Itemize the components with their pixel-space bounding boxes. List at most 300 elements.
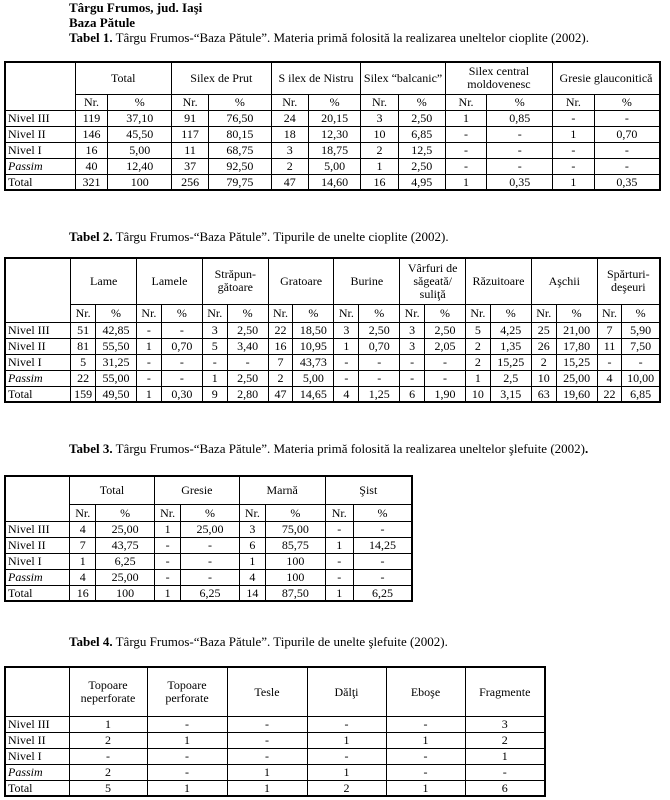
table-cell: 2 — [268, 370, 293, 386]
table-cell: 5 — [71, 354, 96, 370]
table-cell: 24 — [271, 110, 308, 126]
table-cell: 2 — [69, 764, 147, 780]
table-cell: - — [147, 748, 227, 764]
table4-title: Târgu Frumos-“Baza Pătule”. Tipurile de unelte şlefuite (2002). — [112, 634, 448, 649]
table-cell: 1 — [445, 110, 487, 126]
table-cell: 18,75 — [308, 142, 361, 158]
table2-col-group: Spărturi- deşeuri — [597, 258, 660, 304]
table2-sub-nr: Nr. — [334, 304, 359, 322]
table-cell: 5,90 — [622, 322, 660, 338]
table2-group-header-row — [5, 258, 660, 304]
table2-sub-pct: % — [424, 304, 465, 322]
table-row — [5, 521, 412, 537]
table-cell: 4 — [334, 386, 359, 402]
table-cell: 2 — [361, 142, 398, 158]
table-row — [5, 553, 412, 569]
table1-sub-nr: Nr. — [271, 94, 308, 110]
table-cell: - — [487, 126, 553, 142]
table2-sub-nr: Nr. — [597, 304, 622, 322]
table-cell: 22 — [71, 370, 96, 386]
row-label: Nivel I — [5, 142, 75, 158]
row-label: Total — [5, 585, 70, 601]
table-cell: 2,50 — [227, 322, 268, 338]
table-cell: 2,50 — [227, 370, 268, 386]
table-cell: 1 — [147, 780, 227, 796]
table-cell: 2 — [466, 338, 491, 354]
table-cell: 47 — [268, 386, 293, 402]
table-cell: - — [161, 354, 202, 370]
table-cell: 100 — [96, 585, 155, 601]
table-cell: 12,5 — [398, 142, 445, 158]
table3-sub-nr: Nr. — [325, 504, 353, 521]
table3-col-group: Gresie — [154, 476, 239, 504]
table3-sub-nr: Nr. — [154, 504, 180, 521]
table-cell: - — [227, 354, 268, 370]
table-cell: 14,25 — [353, 537, 412, 553]
table-row — [5, 110, 660, 126]
table-cell: - — [622, 354, 660, 370]
table-cell: 42,85 — [95, 322, 136, 338]
table1-sub-pct: % — [487, 94, 553, 110]
table-cell: 1,35 — [490, 338, 531, 354]
table-cell: 10 — [531, 370, 556, 386]
table-cell: 0,35 — [487, 174, 553, 190]
table-cell: 1 — [154, 521, 180, 537]
table-cell: 1 — [325, 537, 353, 553]
table-cell: 117 — [171, 126, 208, 142]
table-2 — [4, 257, 661, 403]
table-cell: 10,00 — [622, 370, 660, 386]
table2-sub-nr: Nr. — [137, 304, 162, 322]
table2-col-group: Burine — [334, 258, 400, 304]
row-label: Passim — [5, 370, 71, 386]
table4-header-row — [5, 667, 545, 716]
table4-col-header: Tesle — [227, 667, 307, 716]
table-cell: 68,75 — [209, 142, 271, 158]
table-cell: 22 — [597, 386, 622, 402]
table2-sub-pct: % — [490, 304, 531, 322]
table-cell: 87,50 — [266, 585, 326, 601]
table-cell: 6,25 — [353, 585, 412, 601]
table3-body — [5, 521, 412, 601]
row-label: Passim — [5, 764, 69, 780]
table1-sub-header-row — [5, 94, 660, 110]
table1-sub-pct: % — [308, 94, 361, 110]
table-row — [5, 569, 412, 585]
table-cell: 6 — [400, 386, 425, 402]
table2-col-group: Lamele — [137, 258, 203, 304]
table2-sub-nr: Nr. — [268, 304, 293, 322]
table-cell: 2,50 — [424, 322, 465, 338]
table-cell: 9 — [202, 386, 227, 402]
table-cell: - — [445, 126, 487, 142]
table-cell: 1 — [202, 370, 227, 386]
table-cell: 1,25 — [359, 386, 400, 402]
row-label: Total — [5, 780, 69, 796]
table-cell: 1 — [386, 780, 465, 796]
table-cell: - — [307, 716, 386, 732]
table-cell: 5 — [69, 780, 147, 796]
table-cell: 21,00 — [556, 322, 597, 338]
table2-col-group: Lame — [71, 258, 137, 304]
table-cell: - — [445, 158, 487, 174]
table-cell: 5,00 — [293, 370, 334, 386]
table-cell: 1 — [239, 553, 265, 569]
table-cell: 63 — [531, 386, 556, 402]
table-cell: 16 — [268, 338, 293, 354]
table-cell: 1 — [227, 764, 307, 780]
table-cell: 15,25 — [556, 354, 597, 370]
table-cell: 16 — [361, 174, 398, 190]
table2-label: Tabel 2. — [69, 229, 113, 244]
table-row — [5, 732, 545, 748]
table-cell: 16 — [70, 585, 96, 601]
table3-label: Tabel 3. — [69, 441, 113, 456]
doc-header-location: Târgu Frumos, jud. Iaşi — [69, 0, 203, 15]
table-cell: 17,80 — [556, 338, 597, 354]
table4-col-header: Topoare neperforate — [69, 667, 147, 716]
table4-col-header: Fragmente — [465, 667, 545, 716]
table4-label: Tabel 4. — [69, 634, 113, 649]
table-cell: 2 — [531, 354, 556, 370]
table-cell: - — [154, 537, 180, 553]
table-cell: 7 — [70, 537, 96, 553]
table-cell: 49,50 — [95, 386, 136, 402]
table-cell: 1 — [361, 158, 398, 174]
table-cell: 10 — [466, 386, 491, 402]
table-cell: 25,00 — [556, 370, 597, 386]
table-cell: - — [400, 354, 425, 370]
table-cell: - — [553, 110, 595, 126]
table-cell: 1,90 — [424, 386, 465, 402]
table-cell: 5 — [202, 338, 227, 354]
table-cell: - — [334, 354, 359, 370]
table-cell: - — [386, 748, 465, 764]
table-cell: 15,25 — [490, 354, 531, 370]
table-cell: 12,40 — [108, 158, 172, 174]
table-cell: 79,75 — [209, 174, 271, 190]
table-cell: 3 — [271, 142, 308, 158]
table-cell: - — [181, 537, 240, 553]
table-cell: 2 — [466, 354, 491, 370]
table-cell: 76,50 — [209, 110, 271, 126]
table-cell: - — [597, 354, 622, 370]
table2-sub-pct: % — [95, 304, 136, 322]
table-cell: 25,00 — [96, 521, 155, 537]
table-cell: 37,10 — [108, 110, 172, 126]
table-cell: 1 — [445, 174, 487, 190]
table3-sub-nr: Nr. — [70, 504, 96, 521]
table-row — [5, 585, 412, 601]
table-cell: - — [594, 142, 660, 158]
table-cell: - — [69, 748, 147, 764]
table3-sub-pct: % — [181, 504, 240, 521]
table-cell: 51 — [71, 322, 96, 338]
table3-col-group: Total — [70, 476, 155, 504]
row-label: Nivel III — [5, 521, 70, 537]
table-cell: 3 — [202, 322, 227, 338]
table-cell: 6,25 — [96, 553, 155, 569]
table-cell: 2,50 — [398, 110, 445, 126]
table1-body — [5, 110, 660, 190]
row-label: Nivel I — [5, 354, 71, 370]
table-cell: 119 — [75, 110, 108, 126]
table-cell: 47 — [271, 174, 308, 190]
table-cell: 0,85 — [487, 110, 553, 126]
table4-caption — [69, 634, 448, 649]
table-row — [5, 322, 660, 338]
table-cell: 4,95 — [398, 174, 445, 190]
table1-sub-nr: Nr. — [553, 94, 595, 110]
table-cell: - — [386, 716, 465, 732]
table1-group-header-row — [5, 62, 660, 94]
table3-sub-header-row — [5, 504, 412, 521]
row-label: Nivel I — [5, 748, 69, 764]
table1-col-group: Gresie glauconitică — [553, 62, 660, 94]
table1-col-group: Total — [75, 62, 171, 94]
table2-col-group: Aşchii — [531, 258, 597, 304]
table-cell: 16 — [75, 142, 108, 158]
table-cell: 1 — [553, 174, 595, 190]
table-cell: 7,50 — [622, 338, 660, 354]
table-cell: - — [181, 569, 240, 585]
table2-sub-nr: Nr. — [71, 304, 96, 322]
table2-sub-pct: % — [359, 304, 400, 322]
table-cell: - — [353, 521, 412, 537]
table-cell: 14,65 — [293, 386, 334, 402]
table-cell: 19,60 — [556, 386, 597, 402]
table-cell: 43,73 — [293, 354, 334, 370]
table-cell: - — [594, 158, 660, 174]
table2-corner-low — [5, 304, 71, 322]
table4-col-header: Topoare perforate — [147, 667, 227, 716]
table-cell: 55,50 — [95, 338, 136, 354]
table-cell: 4 — [70, 569, 96, 585]
table-cell: 3 — [400, 322, 425, 338]
table-row — [5, 748, 545, 764]
table-row — [5, 780, 545, 796]
table1-sub-pct: % — [594, 94, 660, 110]
table1-title: Târgu Frumos-“Baza Pătule”. Materia primă folosită la realizarea uneltelor cioplite (2002). — [112, 30, 589, 45]
table2-sub-nr: Nr. — [466, 304, 491, 322]
table-cell: 12,30 — [308, 126, 361, 142]
table-cell: 26 — [531, 338, 556, 354]
row-label: Nivel II — [5, 338, 71, 354]
table-cell: 6,85 — [398, 126, 445, 142]
table-cell: - — [359, 354, 400, 370]
table-cell: 1 — [334, 338, 359, 354]
table-cell: - — [137, 354, 162, 370]
table-3 — [4, 475, 413, 602]
table-cell: 22 — [268, 322, 293, 338]
table1-col-group: Silex central moldovenesc — [445, 62, 552, 94]
table-cell: 75,00 — [266, 521, 326, 537]
table-cell: - — [325, 569, 353, 585]
table-cell: 11 — [171, 142, 208, 158]
table-cell: 40 — [75, 158, 108, 174]
table-row — [5, 386, 660, 402]
table-cell: 92,50 — [209, 158, 271, 174]
table-cell: 4,25 — [490, 322, 531, 338]
table-cell: 100 — [266, 553, 326, 569]
table-row — [5, 537, 412, 553]
row-label: Nivel II — [5, 126, 75, 142]
table-cell: - — [334, 370, 359, 386]
table-cell: 4 — [239, 569, 265, 585]
table-cell: 5,00 — [308, 158, 361, 174]
table-cell: 81 — [71, 338, 96, 354]
row-label: Nivel III — [5, 716, 69, 732]
table-cell: 6 — [239, 537, 265, 553]
table-cell: 91 — [171, 110, 208, 126]
table1-sub-pct: % — [108, 94, 172, 110]
table-cell: 3 — [334, 322, 359, 338]
table-cell: 3 — [465, 716, 545, 732]
table-cell: 1 — [70, 553, 96, 569]
table-cell: - — [147, 716, 227, 732]
table-cell: 2 — [307, 780, 386, 796]
table-row — [5, 158, 660, 174]
table-cell: 100 — [266, 569, 326, 585]
table-cell: - — [227, 716, 307, 732]
table-cell: 6,85 — [622, 386, 660, 402]
row-label: Passim — [5, 158, 75, 174]
table-cell: 2,5 — [490, 370, 531, 386]
table-cell: 146 — [75, 126, 108, 142]
table2-sub-nr: Nr. — [202, 304, 227, 322]
table-cell: 0,35 — [594, 174, 660, 190]
table-row — [5, 126, 660, 142]
table-row — [5, 338, 660, 354]
table1-sub-pct: % — [398, 94, 445, 110]
table-cell: - — [400, 370, 425, 386]
table3-caption — [69, 441, 588, 456]
table-cell: 3 — [239, 521, 265, 537]
table-cell: 14,60 — [308, 174, 361, 190]
table-cell: 85,75 — [266, 537, 326, 553]
table1-sub-nr: Nr. — [171, 94, 208, 110]
table-cell: - — [227, 732, 307, 748]
table-cell: - — [137, 322, 162, 338]
table-row — [5, 354, 660, 370]
table-cell: 25,00 — [181, 521, 240, 537]
table-cell: 31,25 — [95, 354, 136, 370]
table-cell: - — [594, 110, 660, 126]
table-cell: - — [307, 748, 386, 764]
table-cell: - — [424, 354, 465, 370]
table-row — [5, 716, 545, 732]
table-cell: 2 — [271, 158, 308, 174]
table-cell: 43,75 — [96, 537, 155, 553]
table-cell: 1 — [154, 585, 180, 601]
table-cell: - — [137, 370, 162, 386]
table-row — [5, 764, 545, 780]
table2-sub-pct: % — [293, 304, 334, 322]
table3-sub-pct: % — [96, 504, 155, 521]
table3-group-header-row — [5, 476, 412, 504]
table-cell: 3,40 — [227, 338, 268, 354]
table-cell: - — [353, 569, 412, 585]
table-cell: 0,70 — [594, 126, 660, 142]
table2-sub-pct: % — [227, 304, 268, 322]
table-cell: 1 — [307, 764, 386, 780]
table3-sub-pct: % — [266, 504, 326, 521]
row-label: Passim — [5, 569, 70, 585]
table-cell: - — [465, 764, 545, 780]
table2-col-group: Răzuitoare — [466, 258, 532, 304]
table3-col-group: Şist — [325, 476, 412, 504]
table-cell: 321 — [75, 174, 108, 190]
table-cell: - — [147, 764, 227, 780]
table-cell: 2 — [69, 732, 147, 748]
table3-sub-pct: % — [353, 504, 412, 521]
table1-sub-nr: Nr. — [445, 94, 487, 110]
table3-col-group: Marnă — [239, 476, 325, 504]
table-cell: 80,15 — [209, 126, 271, 142]
table-cell: 1 — [307, 732, 386, 748]
table-cell: 3,15 — [490, 386, 531, 402]
table-cell: 0,30 — [161, 386, 202, 402]
table-cell: - — [487, 158, 553, 174]
table-cell: 1 — [147, 732, 227, 748]
table3-corner — [5, 476, 70, 504]
table-cell: 1 — [137, 338, 162, 354]
table2-col-group: Străpun- gătoare — [202, 258, 268, 304]
table2-col-group: Vârfuri de săgeată/ suliţă — [400, 258, 466, 304]
table-cell: 6,25 — [181, 585, 240, 601]
table-cell: 25,00 — [96, 569, 155, 585]
table-cell: 2,50 — [398, 158, 445, 174]
table2-sub-pct: % — [622, 304, 660, 322]
table-cell: - — [445, 142, 487, 158]
table1-corner — [5, 62, 75, 94]
table1-col-group: Silex “balcanic” — [361, 62, 445, 94]
table3-title-end: . — [585, 441, 589, 456]
row-label: Total — [5, 174, 75, 190]
row-label: Nivel III — [5, 110, 75, 126]
table-cell: - — [325, 553, 353, 569]
table-cell: 10,95 — [293, 338, 334, 354]
table2-title: Târgu Frumos-“Baza Pătule”. Tipurile de unelte cioplite (2002). — [112, 229, 449, 244]
table-cell: - — [353, 553, 412, 569]
table2-sub-pct: % — [161, 304, 202, 322]
table-cell: 3 — [361, 110, 398, 126]
table2-body — [5, 322, 660, 402]
table-cell: 10 — [361, 126, 398, 142]
table-cell: 1 — [137, 386, 162, 402]
table-cell: 3 — [400, 338, 425, 354]
table-cell: 1 — [227, 780, 307, 796]
table-cell: 1 — [69, 716, 147, 732]
table-cell: 256 — [171, 174, 208, 190]
table3-sub-nr: Nr. — [239, 504, 265, 521]
table2-corner — [5, 258, 71, 304]
table1-sub-pct: % — [209, 94, 271, 110]
table-cell: 4 — [597, 370, 622, 386]
table1-label: Tabel 1. — [69, 30, 113, 45]
table3-title: Târgu Frumos-“Baza Pătule”. Materia primă folosită la realizarea uneltelor şlefuite (2002) — [112, 441, 585, 456]
table-cell: 55,00 — [95, 370, 136, 386]
table-cell: 100 — [108, 174, 172, 190]
table1-sub-nr: Nr. — [75, 94, 108, 110]
table-cell: 18,50 — [293, 322, 334, 338]
row-label: Nivel II — [5, 537, 70, 553]
table-cell: 0,70 — [359, 338, 400, 354]
table-cell: - — [181, 553, 240, 569]
table-cell: 25 — [531, 322, 556, 338]
table2-col-group: Gratoare — [268, 258, 334, 304]
table-cell: 2,05 — [424, 338, 465, 354]
